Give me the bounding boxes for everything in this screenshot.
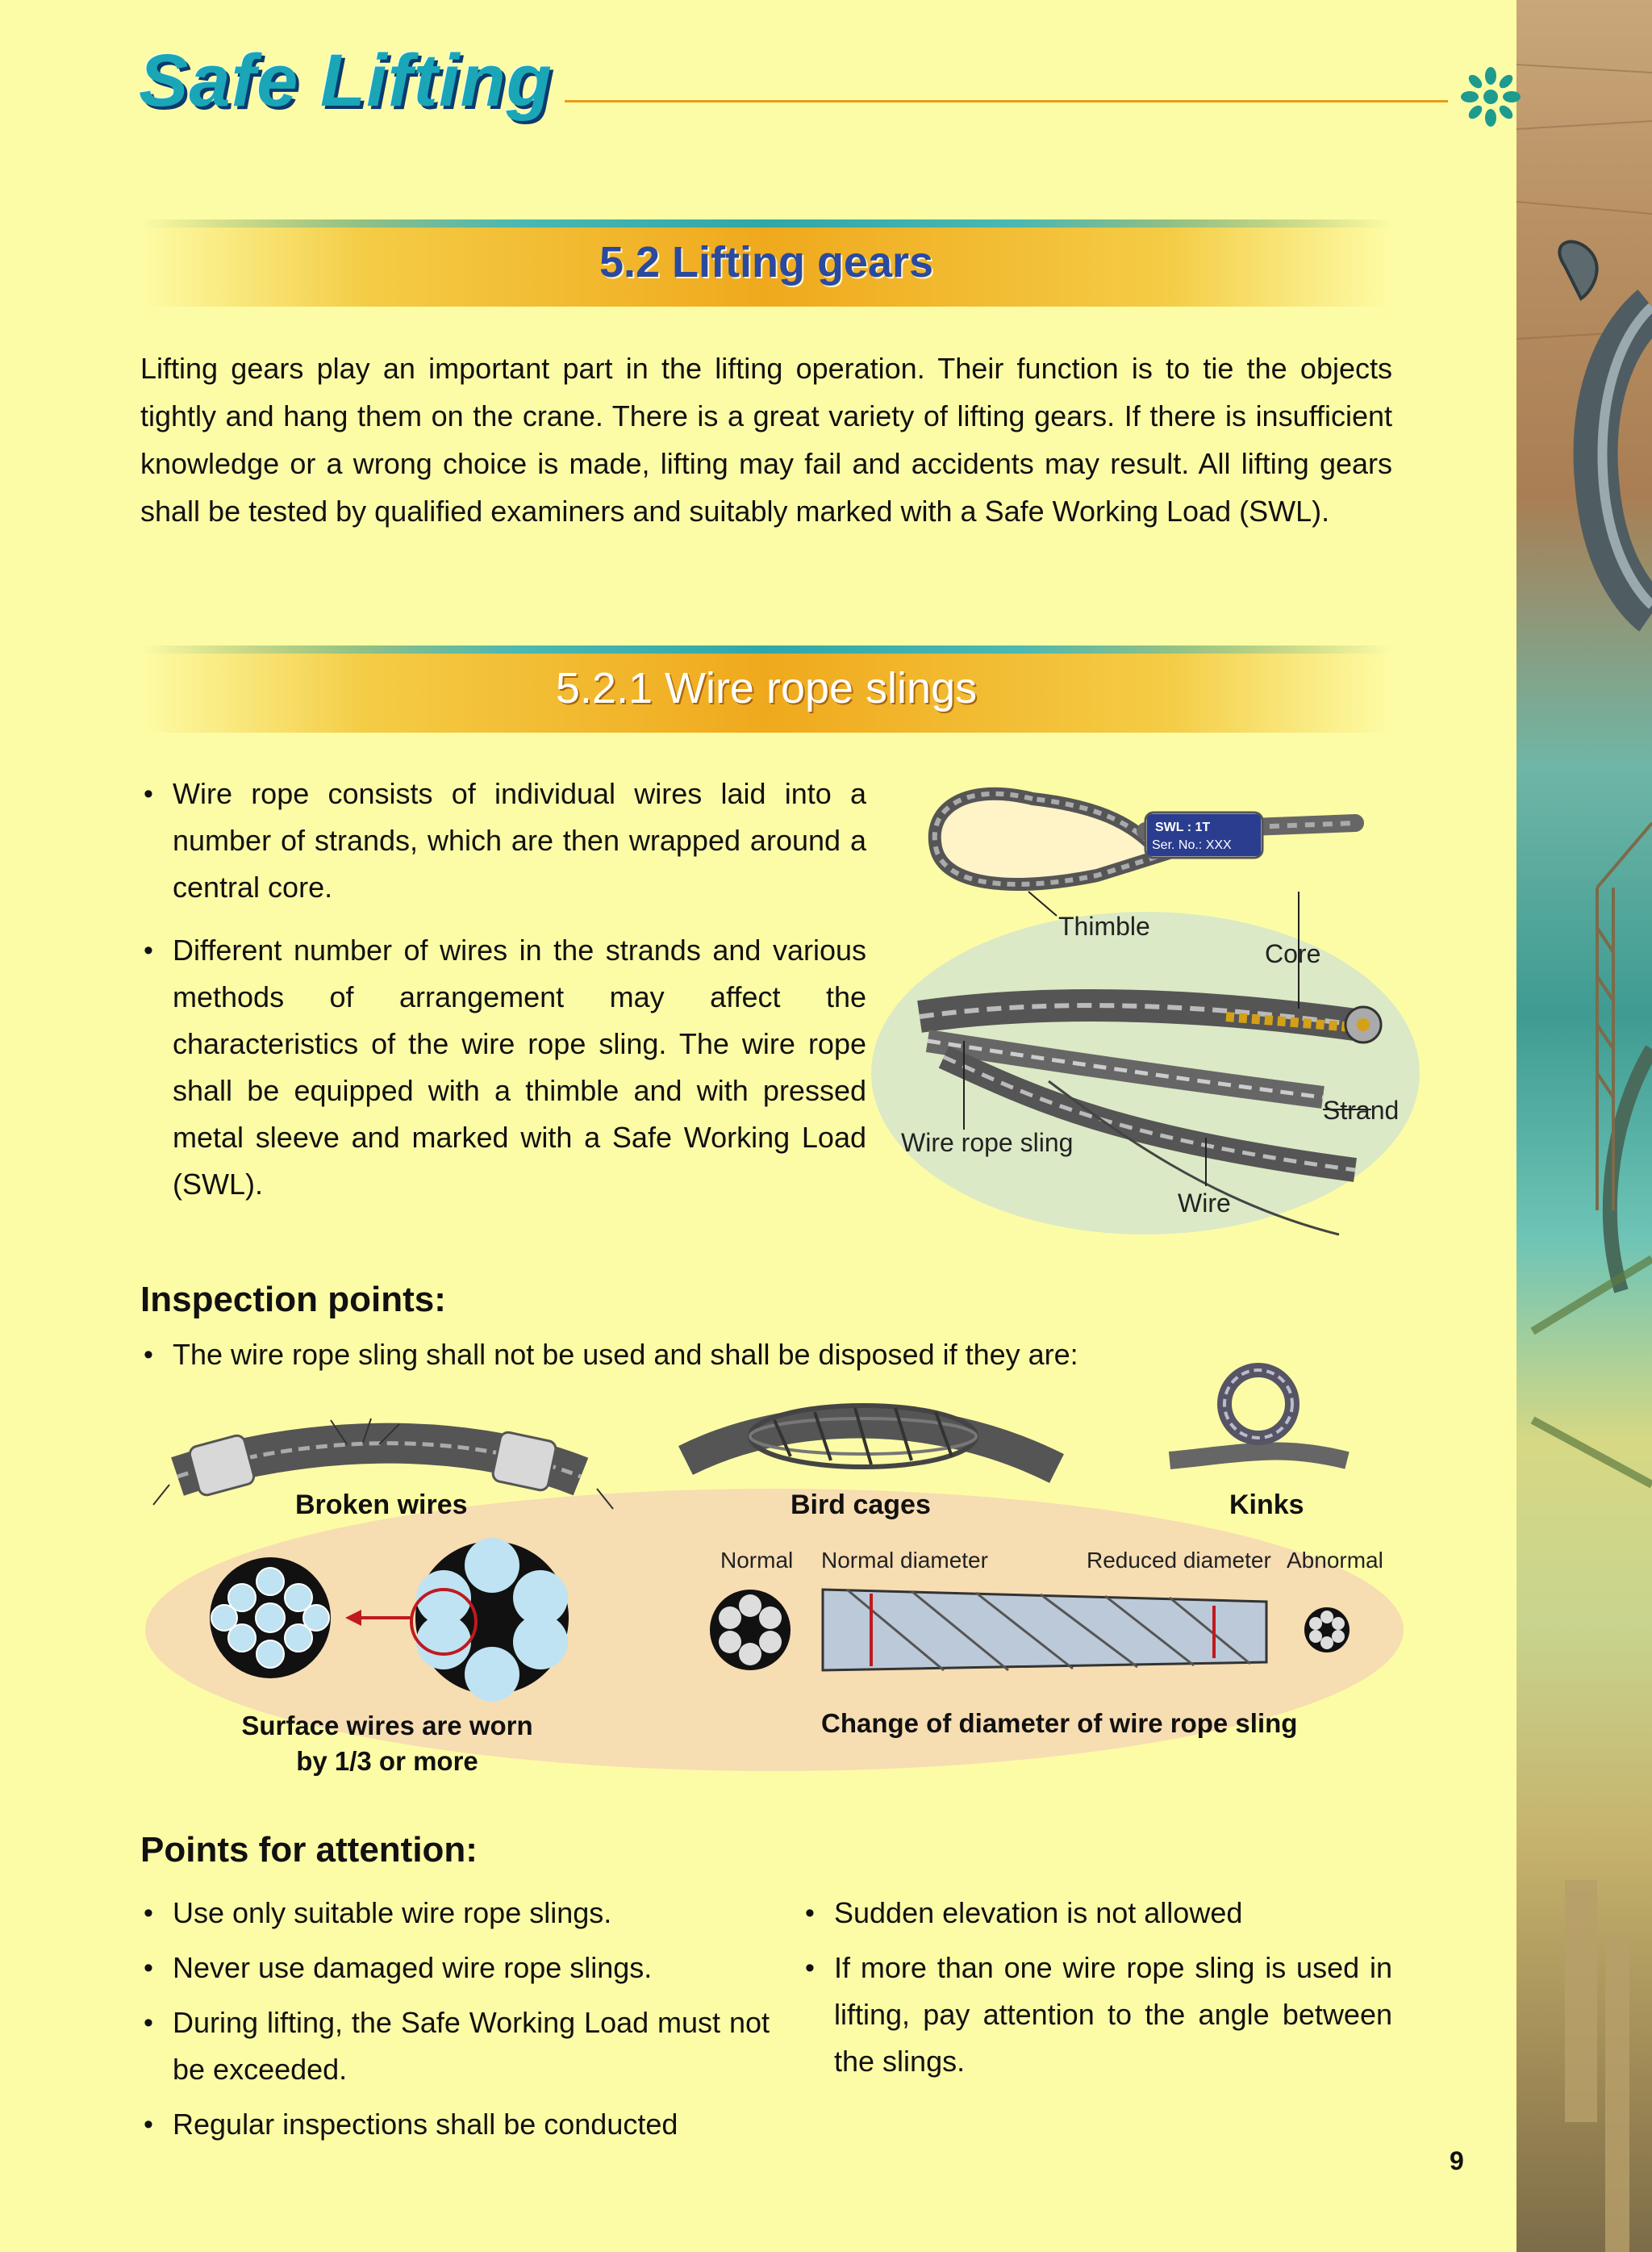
wire-rope-sling-label: Wire rope sling <box>901 1128 1074 1157</box>
page-logo-title: Safe Lifting <box>139 40 553 122</box>
wire-label: Wire <box>1178 1189 1231 1218</box>
section-5-2-body: Lifting gears play an important part in the lifting operation. Their function is to tie the objects tightly and hang them on the crane. There is a great variety of lifting gears. If there is insufficient knowledge or a wrong choice is made, lifting may fail and accidents may result. All lifting gears shall be tested by qualified examiners and suitably marked with a Safe Working Load (SWL). <box>140 352 1392 528</box>
list-item: • Regular inspections shall be conducted <box>140 2101 770 2148</box>
worn-wires-caption-line2: by 1/3 or more <box>296 1746 478 1776</box>
reduced-diameter-label: Reduced diameter <box>1087 1548 1271 1573</box>
normal-label: Normal <box>720 1548 794 1573</box>
list-item: • Use only suitable wire rope slings. <box>140 1890 770 1937</box>
side-photo-strip <box>1516 0 1652 2252</box>
diameter-change-caption: Change of diameter of wire rope sling <box>821 1708 1298 1738</box>
inspection-heading: Inspection points: <box>140 1280 446 1319</box>
swl-tag-line1: SWL : 1T <box>1155 821 1211 834</box>
list-item: • Sudden elevation is not allowed <box>802 1890 1392 1937</box>
section-title-5-2: 5.2 Lifting gears <box>599 238 934 286</box>
normal-diameter-label: Normal diameter <box>821 1548 988 1573</box>
attention-list-left <box>140 1890 770 2148</box>
worn-wires-caption <box>202 1708 573 1779</box>
crane-hook-photo <box>1516 0 1652 2252</box>
header-rule <box>565 100 1448 102</box>
worn-wires-caption-line1: Surface wires are worn <box>241 1711 533 1740</box>
kinks-label: Kinks <box>1229 1489 1304 1520</box>
core-label: Core <box>1265 939 1321 968</box>
list-item: • Wire rope consists of individual wires laid into a number of strands, which are then wrapped around a central core. <box>140 771 866 911</box>
list-item: • During lifting, the Safe Working Load must not be exceeded. <box>140 1999 770 2093</box>
attention-list-right <box>802 1890 1392 2085</box>
list-item: • If more than one wire rope sling is used in lifting, pay attention to the angle between the slings. <box>802 1945 1392 2085</box>
page-number: 9 <box>1450 2146 1464 2175</box>
section-banner-5-2 <box>140 219 1392 307</box>
attention-heading: Points for attention: <box>140 1830 478 1870</box>
wire-rope-diagram <box>871 750 1420 1267</box>
strand-label: Strand <box>1323 1096 1400 1125</box>
section-title-5-2-1: 5.2.1 Wire rope slings <box>555 664 978 712</box>
thimble-loop <box>935 794 1355 884</box>
broken-wires-label: Broken wires <box>295 1489 468 1520</box>
list-item: • Different number of wires in the strands and various methods of arrangement may affect the characteristics of the wire rope sling. The wire rope shall be equipped with a thimble and with pressed metal sleeve and marked with a Safe Working Load (SWL). <box>140 927 866 1208</box>
list-item: • The wire rope sling shall not be used and shall be disposed if they are: <box>140 1331 1270 1378</box>
flower-ornament-icon <box>1458 65 1523 129</box>
wire-rope-bullets <box>140 771 866 1208</box>
swl-tag-line2: Ser. No.: XXX <box>1152 838 1232 852</box>
bird-cages-label: Bird cages <box>791 1489 931 1520</box>
kink-rope <box>1170 1370 1347 1460</box>
abnormal-label: Abnormal <box>1287 1548 1383 1573</box>
list-item: • Never use damaged wire rope slings. <box>140 1945 770 1991</box>
section-banner-5-2-1 <box>140 646 1392 733</box>
bird-cage-rope <box>686 1406 1057 1469</box>
thimble-label: Thimble <box>1058 912 1150 941</box>
